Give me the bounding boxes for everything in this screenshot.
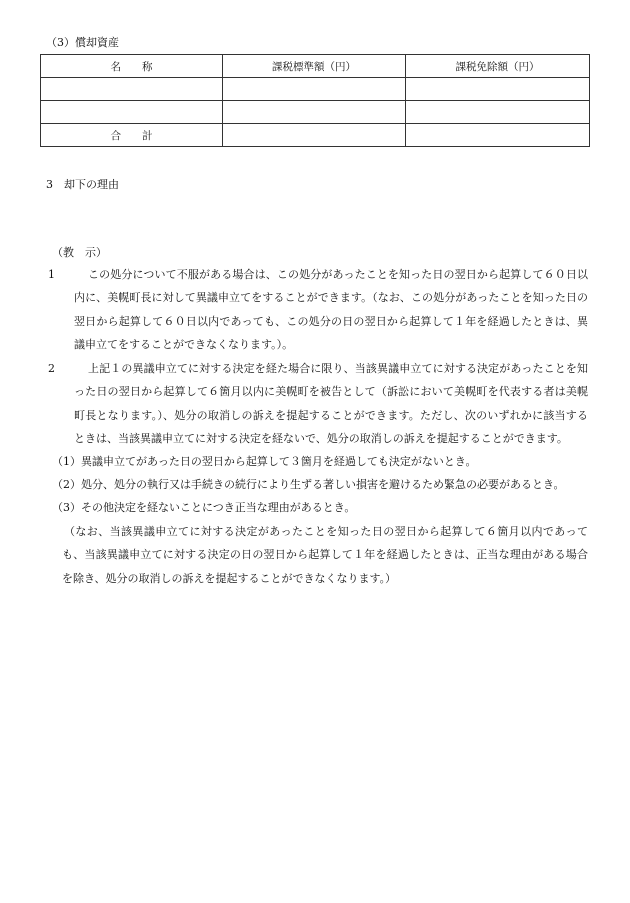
notice-sub-item-3: （3）その他決定を経ないことにつき正当な理由があるとき。 xyxy=(52,501,356,514)
notice-sub-item-1: （1）異議申立てがあった日の翌日から起算して３箇月を経過しても決定がないとき。 xyxy=(52,455,477,468)
notice-sub-item-2: （2）処分、処分の執行又は手続きの続行により生ずる著しい損害を避けるため緊急の必要があるとき。 xyxy=(52,478,565,491)
notice-item-number: 1 xyxy=(48,268,55,281)
depreciable-assets-table xyxy=(40,54,590,147)
table-total-row xyxy=(41,124,590,147)
notice-note: （なお、当該異議申立てに対する決定があったことを知った日の翌日から起算して６箇月以内であっても、当該異議申立てに対する決定の日の翌日から起算して１年を経過したときは、正当な理由がある場合を除き、処分の取消しの訴えを提起することができなくなります。） xyxy=(62,525,588,585)
rejection-reason-title: 3 却下の理由 xyxy=(46,178,119,191)
header-tax-exemption: 課税免除額（円） xyxy=(406,55,590,78)
table-cell xyxy=(406,101,590,124)
table-cell xyxy=(41,78,223,101)
notice-item-text: 上記１の異議申立てに対する決定を経た場合に限り、当該異議申立てに対する決定があったことを知った日の翌日から起算して６箇月以内に美幌町を被告として（訴訟において美幌町を代表する者は美幌町長となります。）、処分の取消しの訴えを提起することができます。ただし、次のいずれかに該当するときは、当該異議申立てに対する決定を経ないで、処分の取消しの訴えを提起することができます。 xyxy=(74,362,588,445)
total-tax-exemption xyxy=(406,124,590,147)
header-name: 名 称 xyxy=(41,55,223,78)
notice-item-text: この処分について不服がある場合は、この処分があったことを知った日の翌日から起算して６０日以内に、美幌町長に対して異議申立てをすることができます。（なお、この処分があったことを知った日の翌日から起算して６０日以内であっても、この処分の日の翌日から起算して１年を経過したときは、異議申立てをすることができなくなります。）。 xyxy=(74,268,588,351)
notice-item-1 xyxy=(48,263,588,356)
notice-item-2 xyxy=(48,357,588,450)
table-header-row xyxy=(41,55,590,78)
header-taxable-base: 課税標準額（円） xyxy=(223,55,406,78)
table-cell xyxy=(41,101,223,124)
depreciable-assets-title: （3）償却資産 xyxy=(46,36,119,49)
total-taxable-base xyxy=(223,124,406,147)
table-cell xyxy=(406,78,590,101)
notice-heading: （教 示） xyxy=(52,246,107,259)
table-cell xyxy=(223,101,406,124)
table-row xyxy=(41,78,590,101)
table-cell xyxy=(223,78,406,101)
notice-item-number: 2 xyxy=(48,362,55,375)
table-row xyxy=(41,101,590,124)
total-label: 合 計 xyxy=(41,124,223,147)
